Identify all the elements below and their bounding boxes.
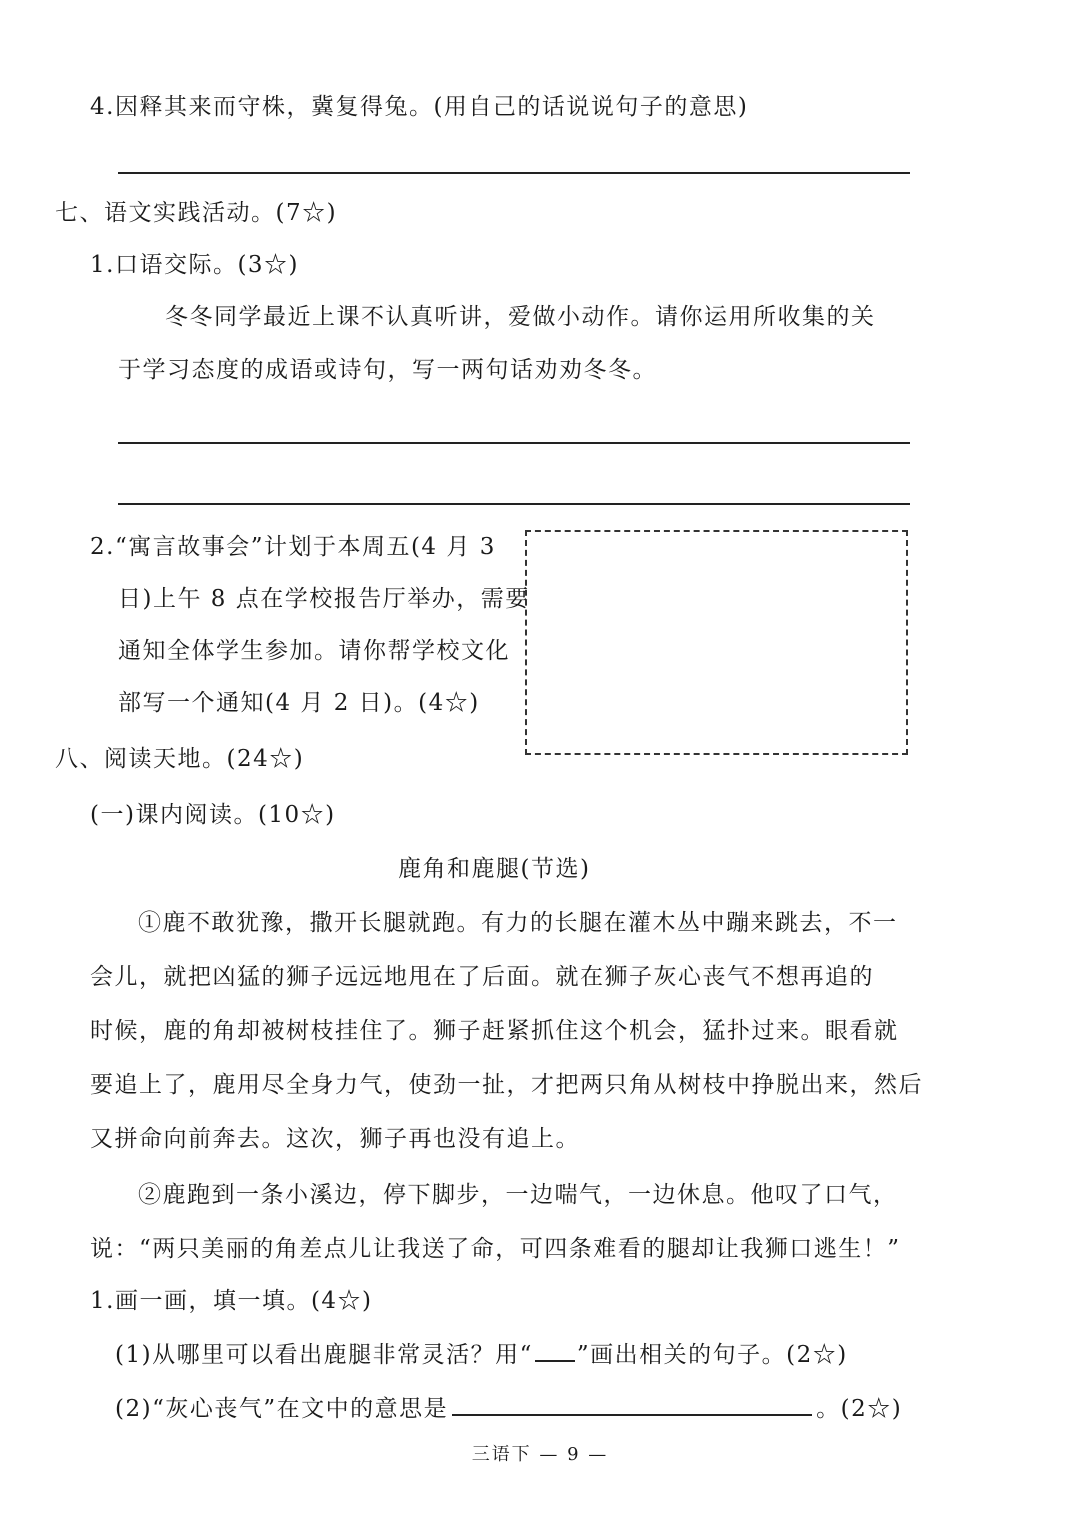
item-2-line-4: 部写一个通知(4 月 2 日)。(4☆) [118, 690, 480, 716]
item-2-line-2: 日)上午 8 点在学校报告厅举办，需要 [118, 586, 530, 612]
answer-line [118, 503, 910, 505]
question-text: (2)“灰心丧气”在文中的意思是 [115, 1396, 449, 1422]
paragraph-1-line: ①鹿不敢犹豫，撒开长腿就跑。有力的长腿在灌木丛中蹦来跳去，不一 [138, 910, 898, 936]
section-8-heading: 八、阅读天地。(24☆) [55, 746, 305, 772]
paragraph-1-line: 会儿，就把凶猛的狮子远远地甩在了后面。就在狮子灰心丧气不想再追的 [90, 964, 874, 990]
passage-title: 鹿角和鹿腿(节选) [398, 856, 591, 882]
paragraph-2-line: ②鹿跑到一条小溪边，停下脚步，一边喘气，一边休息。他叹了口气， [138, 1182, 898, 1208]
item-1-prompt-line-2: 于学习态度的成语或诗句，写一两句话劝劝冬冬。 [118, 357, 657, 383]
section-7-heading: 七、语文实践活动。(7☆) [55, 200, 338, 226]
question-4: 4.因释其来而守株，冀复得兔。(用自己的话说说句子的意思) [90, 94, 749, 120]
question-text: (1)从哪里可以看出鹿腿非常灵活？用“ [115, 1342, 533, 1368]
reading-question-1-title: 1.画一画，填一填。(4☆) [90, 1288, 373, 1314]
notice-writing-box[interactable] [525, 530, 908, 755]
reading-question-1-1 [115, 1338, 848, 1370]
paragraph-1-line: 又拼命向前奔去。这次，狮子再也没有追上。 [90, 1126, 580, 1152]
fill-in-blank[interactable] [452, 1390, 812, 1416]
subsection-1-title: (一)课内阅读。(10☆) [90, 802, 336, 828]
answer-line [118, 442, 910, 444]
answer-line [118, 172, 910, 174]
reading-question-1-2 [115, 1390, 902, 1424]
question-text: ”画出相关的句子。(2☆) [576, 1342, 848, 1368]
paragraph-1-line: 时候，鹿的角却被树枝挂住了。狮子赶紧抓住这个机会，猛扑过来。眼看就 [90, 1018, 899, 1044]
question-text: 。(2☆) [816, 1396, 903, 1422]
item-2-line-3: 通知全体学生参加。请你帮学校文化 [118, 638, 510, 664]
item-2-line-1: 2.“寓言故事会”计划于本周五(4 月 3 [90, 534, 496, 560]
item-1-title: 1.口语交际。(3☆) [90, 252, 300, 278]
paragraph-2-line: 说：“两只美丽的角差点儿让我送了命，可四条难看的腿却让我狮口逃生！” [90, 1236, 901, 1262]
underline-mark [535, 1338, 575, 1362]
page-footer: 三语下 — 9 — [471, 1444, 609, 1465]
paragraph-1-line: 要追上了，鹿用尽全身力气，使劲一扯，才把两只角从树枝中挣脱出来，然后 [90, 1072, 923, 1098]
item-1-prompt-line-1: 冬冬同学最近上课不认真听讲，爱做小动作。请你运用所收集的关 [165, 304, 876, 330]
